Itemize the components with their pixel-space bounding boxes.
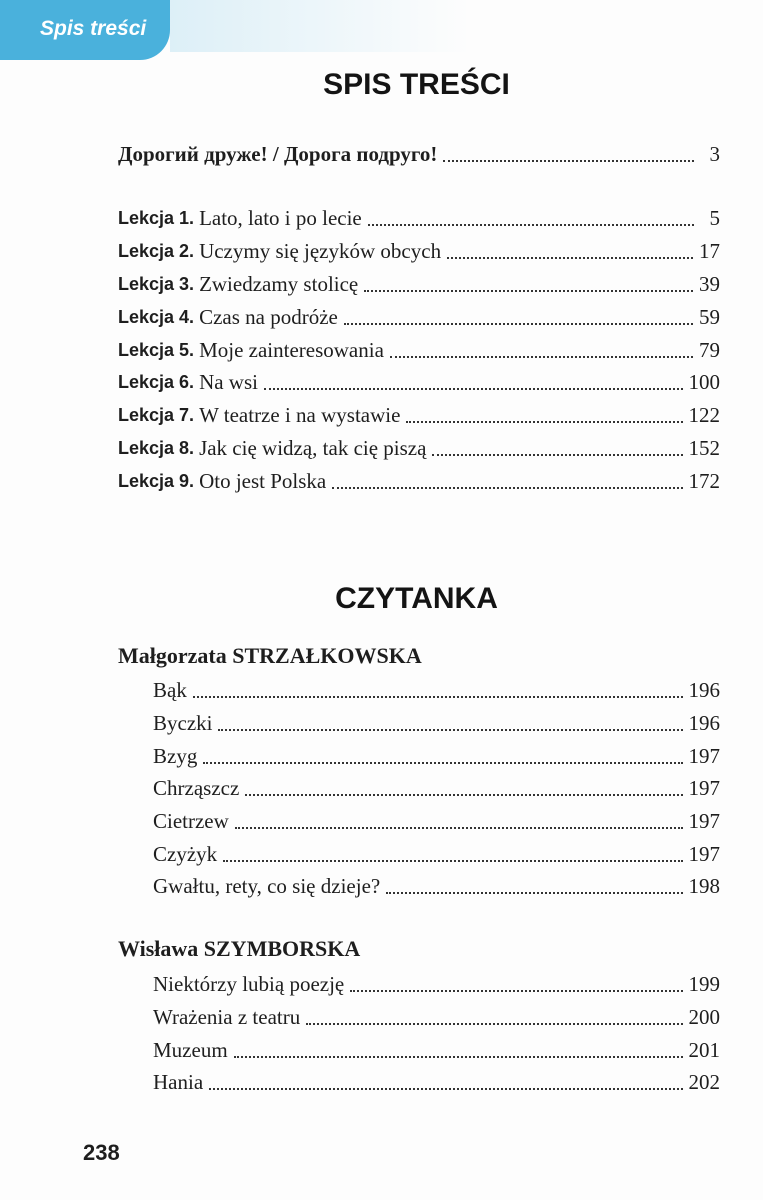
lesson-title: Lato, lato i po lecie xyxy=(199,206,362,230)
author-name: Wisława SZYMBORSKA xyxy=(118,936,361,961)
work-entry xyxy=(153,672,720,704)
lesson-page: 39 xyxy=(699,272,720,296)
lesson-page: 5 xyxy=(709,206,720,230)
work-page: 197 xyxy=(688,809,720,833)
work-page: 196 xyxy=(688,711,720,735)
leader-dots xyxy=(447,255,693,259)
work-page: 197 xyxy=(688,744,720,768)
work-page: 196 xyxy=(688,678,720,702)
toc-entry-lesson xyxy=(118,299,720,331)
leader-dots xyxy=(364,288,693,292)
leader-dots xyxy=(193,694,683,698)
leader-dots xyxy=(203,760,682,764)
leader-dots xyxy=(344,321,693,325)
leader-dots xyxy=(234,1054,683,1058)
leader-dots xyxy=(218,727,682,731)
work-title: Hania xyxy=(153,1070,204,1094)
work-page: 197 xyxy=(688,776,720,800)
lesson-page: 122 xyxy=(688,403,720,427)
leader-dots xyxy=(332,485,682,489)
leader-dots xyxy=(245,792,682,796)
leader-dots xyxy=(306,1021,682,1025)
work-entry xyxy=(153,738,720,770)
toc-entry-lesson xyxy=(118,364,720,396)
lesson-label: Lekcja 8. xyxy=(118,438,195,458)
leader-dots xyxy=(406,419,682,423)
work-title: Wrażenia z teatru xyxy=(153,1005,301,1029)
work-title: Muzeum xyxy=(153,1038,228,1062)
lesson-page: 172 xyxy=(688,469,720,493)
toc-entry-page: 3 xyxy=(709,142,720,166)
lesson-page: 100 xyxy=(688,370,720,394)
reader-heading: CZYTANKA xyxy=(335,582,498,615)
leader-dots xyxy=(235,825,683,829)
leader-dots xyxy=(350,988,682,992)
page-number: 238 xyxy=(83,1140,120,1165)
leader-dots xyxy=(264,386,683,390)
author-name: Małgorzata STRZAŁKOWSKA xyxy=(118,643,422,668)
work-entry xyxy=(153,836,720,868)
work-title: Niektórzy lubią poezję xyxy=(153,972,345,996)
section-tab-label: Spis treści xyxy=(40,17,147,40)
lesson-label: Lekcja 5. xyxy=(118,340,195,360)
toc-entry-lesson xyxy=(118,200,720,232)
leader-dots xyxy=(390,354,693,358)
lesson-label: Lekcja 4. xyxy=(118,307,195,327)
lesson-title: Oto jest Polska xyxy=(199,469,327,493)
work-page: 198 xyxy=(688,874,720,898)
work-entry xyxy=(153,705,720,737)
toc-entry-lesson xyxy=(118,233,720,265)
work-entry xyxy=(153,966,720,998)
lesson-title: Zwiedzamy stolicę xyxy=(199,272,359,296)
work-entry xyxy=(153,999,720,1031)
work-title: Byczki xyxy=(153,711,213,735)
work-title: Czyżyk xyxy=(153,842,218,866)
work-entry xyxy=(153,1032,720,1064)
toc-entry-lesson xyxy=(118,430,720,462)
lesson-label: Lekcja 3. xyxy=(118,274,195,294)
toc-entry-lesson xyxy=(118,266,720,298)
leader-dots xyxy=(443,158,694,162)
leader-dots xyxy=(223,858,682,862)
toc-entry-title: Дорогий друже! / Дорога подруго! xyxy=(118,142,438,166)
header-tab-strip xyxy=(170,0,470,52)
toc-entry-lesson xyxy=(118,397,720,429)
lesson-label: Lekcja 9. xyxy=(118,471,195,491)
leader-dots xyxy=(386,890,682,894)
lesson-title: Moje zainteresowania xyxy=(199,338,384,362)
lesson-page: 59 xyxy=(699,305,720,329)
lesson-title: Uczymy się języków obcych xyxy=(199,239,442,263)
lesson-page: 79 xyxy=(699,338,720,362)
work-title: Bąk xyxy=(153,678,187,702)
lesson-page: 17 xyxy=(699,239,720,263)
leader-dots xyxy=(432,452,682,456)
work-page: 197 xyxy=(688,842,720,866)
leader-dots xyxy=(209,1086,682,1090)
work-page: 199 xyxy=(688,972,720,996)
work-page: 200 xyxy=(688,1005,720,1029)
section-tab xyxy=(0,0,170,60)
lesson-label: Lekcja 7. xyxy=(118,405,195,425)
lesson-title: W teatrze i na wystawie xyxy=(199,403,401,427)
work-page: 201 xyxy=(688,1038,720,1062)
lesson-label: Lekcja 6. xyxy=(118,372,195,392)
toc-entry-lesson xyxy=(118,332,720,364)
work-title: Cietrzew xyxy=(153,809,229,833)
work-entry xyxy=(153,1064,720,1096)
work-title: Gwałtu, rety, co się dzieje? xyxy=(153,874,381,898)
lesson-title: Jak cię widzą, tak cię piszą xyxy=(199,436,427,460)
work-page: 202 xyxy=(688,1070,720,1094)
toc-heading: SPIS TREŚCI xyxy=(323,68,510,101)
toc-entry-lesson xyxy=(118,463,720,495)
lesson-title: Czas na podróże xyxy=(199,305,338,329)
work-title: Bzyg xyxy=(153,744,198,768)
work-title: Chrząszcz xyxy=(153,776,240,800)
lesson-page: 152 xyxy=(688,436,720,460)
toc-entry-intro xyxy=(118,136,720,168)
work-entry xyxy=(153,770,720,802)
work-entry xyxy=(153,868,720,900)
lesson-label: Lekcja 2. xyxy=(118,241,195,261)
lesson-title: Na wsi xyxy=(199,370,258,394)
work-entry xyxy=(153,803,720,835)
lesson-label: Lekcja 1. xyxy=(118,208,195,228)
leader-dots xyxy=(368,222,694,226)
